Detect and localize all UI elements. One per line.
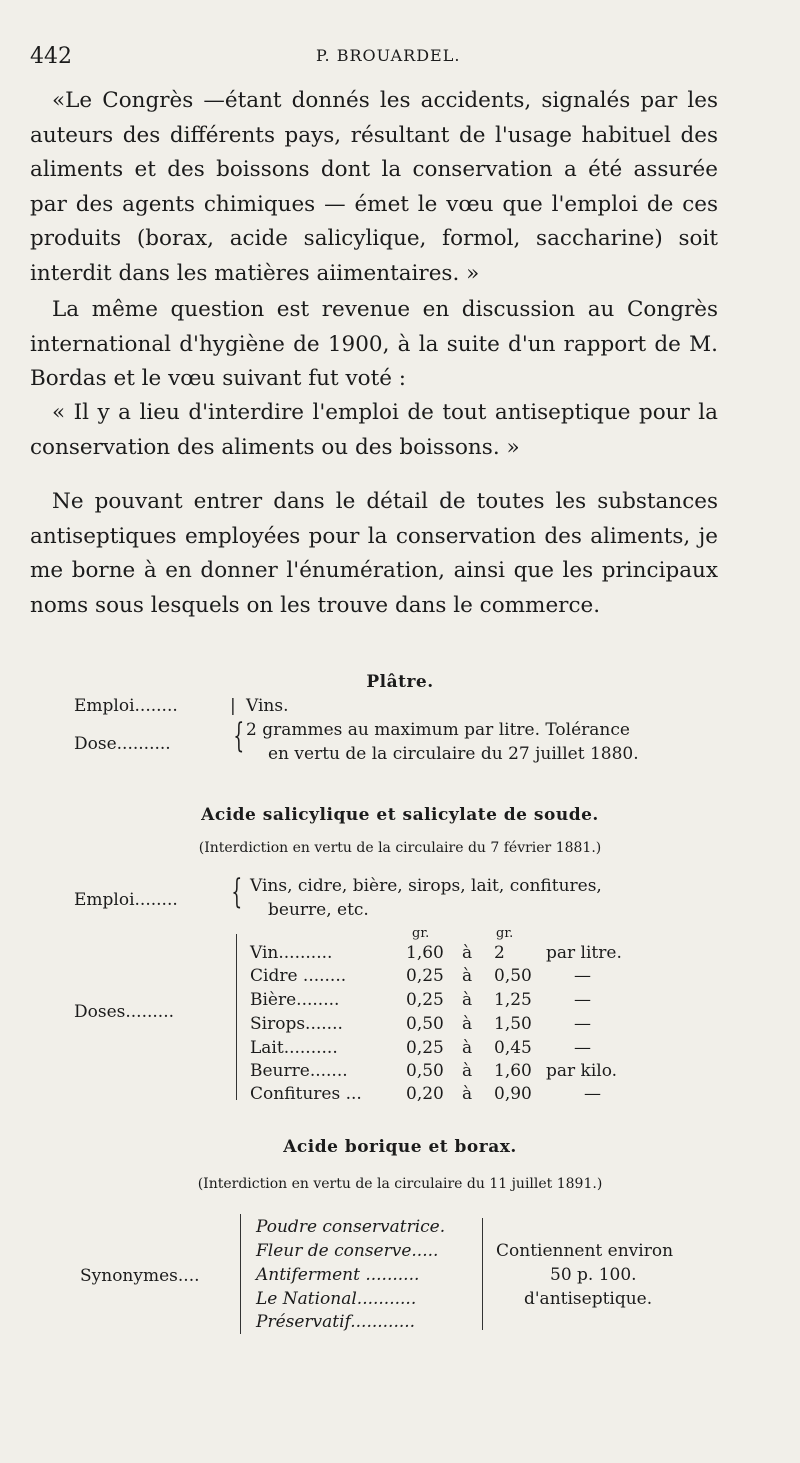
synonymes-right-brace-line — [482, 1218, 483, 1330]
paragraph-voeu-quote: « Il y a lieu d'interdire l'emploi de tout antiseptique pour la conservation des aliments ou des boissons. » — [30, 400, 718, 460]
page-number: 442 — [30, 44, 72, 69]
dose-row-min: 0,25 — [406, 1038, 444, 1058]
platre-emploi-value: Vins. — [246, 696, 289, 716]
doses-brace-line — [236, 934, 237, 1100]
dose-row-name: Cidre ........ — [250, 966, 347, 986]
dose-row-a: à — [462, 1084, 473, 1104]
synonymes-note-line-1: Contiennent environ — [496, 1241, 674, 1261]
salicylique-emploi-brace: { — [231, 872, 243, 912]
dose-row-min: 0,20 — [406, 1084, 444, 1104]
dose-row-name: Sirops....... — [250, 1014, 343, 1034]
dose-row-max: 0,45 — [494, 1038, 532, 1058]
dose-row-name: Bière........ — [250, 990, 340, 1010]
salicylique-emploi-line-1: Vins, cidre, bière, sirops, lait, confitures, — [250, 876, 602, 896]
paragraph-congres-1900: La même question est revenue en discussion au Congrès international d'hygiène de 1900, à la suite d'un rapport de M. Bordas et le vœu suivant fut voté : — [30, 297, 718, 391]
synonymes-label: Synonymes.... — [80, 1266, 200, 1286]
dose-row-min: 1,60 — [406, 943, 444, 963]
synonym-item: Poudre conservatrice. — [256, 1217, 446, 1237]
section-title-salicylique: Acide salicylique et salicylate de soude. — [201, 805, 599, 825]
dose-row-a: à — [462, 990, 473, 1010]
dose-row-a: à — [462, 1038, 473, 1058]
platre-emploi-label: Emploi........ — [74, 696, 178, 716]
dose-row-min: 0,50 — [406, 1061, 444, 1081]
page-header — [26, 44, 774, 74]
synonymes-left-brace-line — [240, 1214, 241, 1334]
borique-subtitle: (Interdiction en vertu de la circulaire du 11 juillet 1891.) — [197, 1176, 603, 1192]
dose-row-a: à — [462, 966, 473, 986]
dose-row-note: — — [574, 1038, 591, 1058]
dose-row-min: 0,25 — [406, 966, 444, 986]
synonym-item: Préservatif............ — [256, 1312, 416, 1332]
paragraph-enumeration-intro: Ne pouvant entrer dans le détail de toutes les substances antiseptiques employées pour la conservation des aliments, je me borne à en donner l'énumération, ainsi que les principaux noms sous lesquels on les trouve dans le commerce. — [30, 489, 718, 618]
salicylique-subtitle: (Interdiction en vertu de la circulaire du 7 février 1881.) — [198, 840, 602, 856]
synonym-item: Antiferment .......... — [256, 1265, 420, 1285]
dose-row-max: 0,90 — [494, 1084, 532, 1104]
platre-emploi-bar: | — [230, 696, 236, 716]
dose-row-max: 2 — [494, 943, 505, 963]
section-title-platre: Plâtre. — [366, 672, 434, 692]
dose-row-note: — — [584, 1084, 601, 1104]
dose-row-name: Lait.......... — [250, 1038, 338, 1058]
dose-row-name: Vin.......... — [250, 943, 333, 963]
dose-row-a: à — [462, 1061, 473, 1081]
dose-row-min: 0,25 — [406, 990, 444, 1010]
dose-row-a: à — [462, 1014, 473, 1034]
unit-header-max: gr. — [496, 926, 514, 941]
dose-row-note: — — [574, 966, 591, 986]
salicylique-emploi-label: Emploi........ — [74, 890, 178, 910]
dose-row-max: 0,50 — [494, 966, 532, 986]
platre-dose-line-1: 2 grammes au maximum par litre. Tolérance — [246, 720, 630, 740]
platre-dose-label: Dose.......... — [74, 734, 171, 754]
dose-row-note: par litre. — [546, 943, 622, 963]
salicylique-doses-label: Doses......... — [74, 1002, 175, 1022]
synonymes-note-line-2: 50 p. 100. — [550, 1265, 637, 1285]
dose-row-min: 0,50 — [406, 1014, 444, 1034]
platre-dose-line-2: en vertu de la circulaire du 27 juillet 1880. — [268, 744, 639, 764]
running-head: P. BROUARDEL. — [316, 46, 461, 65]
dose-row-a: à — [462, 943, 473, 963]
dose-row-note: — — [574, 1014, 591, 1034]
unit-header-min: gr. — [412, 926, 430, 941]
dose-row-max: 1,50 — [494, 1014, 532, 1034]
dose-row-max: 1,25 — [494, 990, 532, 1010]
paragraph-congres-quote: «Le Congrès —étant donnés les accidents, signalés par les auteurs des différents pays, résultant de l'usage habituel des aliments et des boissons dont la conservation a été assurée par des agents chimiques — émet le vœu que l'emploi de ces produits (borax, acide salicylique, formol, saccharine) soit interdit dans les matières aiimentaires. » — [30, 88, 718, 286]
dose-row-max: 1,60 — [494, 1061, 532, 1081]
dose-row-name: Beurre....... — [250, 1061, 348, 1081]
platre-dose-brace: { — [233, 716, 245, 756]
dose-row-note: — — [574, 990, 591, 1010]
synonym-item: Fleur de conserve..... — [256, 1241, 439, 1261]
salicylique-emploi-line-2: beurre, etc. — [268, 900, 369, 920]
section-title-borique: Acide borique et borax. — [283, 1137, 517, 1157]
dose-row-note: par kilo. — [546, 1061, 618, 1081]
dose-row-name: Confitures ... — [250, 1084, 362, 1104]
synonym-item: Le National........... — [256, 1289, 417, 1309]
synonymes-note-line-3: d'antiseptique. — [524, 1289, 653, 1309]
